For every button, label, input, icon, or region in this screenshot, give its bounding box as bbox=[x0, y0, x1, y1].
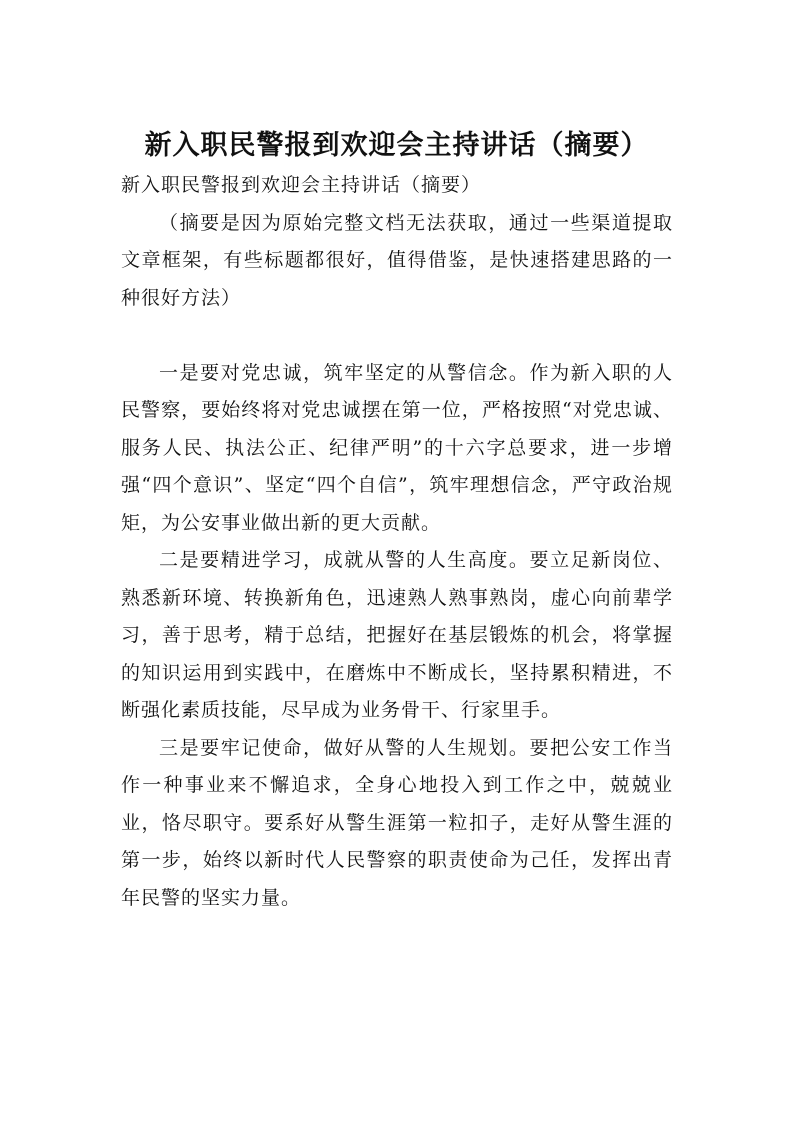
document-title: 新入职民警报到欢迎会主持讲话（摘要） bbox=[144, 130, 649, 161]
paragraph-1: 一是要对党忠诚，筑牢坚定的从警信念。作为新入职的人民警察，要始终将对党忠诚摆在第一位，严格按照“对党忠诚、服务人民、执法公正、纪律严明”的十六字总要求，进一步增强“四个意识”、坚定“四个自信”，筑牢理想信念，严守政治规矩，为公安事业做出新的更大贡献。 bbox=[121, 361, 673, 534]
blank-line bbox=[121, 317, 673, 355]
abstract-note: （摘要是因为原始完整文档无法获取，通过一些渠道提取文章框架，有些标题都很好，值得借鉴，是快速搭建思路的一种很好方法） bbox=[121, 211, 673, 309]
document-subtitle: 新入职民警报到欢迎会主持讲话（摘要） bbox=[121, 174, 482, 196]
paragraph-2: 二是要精进学习，成就从警的人生高度。要立足新岗位、熟悉新环境、转换新角色，迅速熟人熟事熟岗，虚心向前辈学习，善于思考，精于总结，把握好在基层锻炼的机会，将掌握的知识运用到实践中，在磨炼中不断成长，坚持累积精进，不断强化素质技能，尽早成为业务骨干、行家里手。 bbox=[121, 549, 673, 721]
document-body bbox=[121, 167, 673, 917]
paragraph-3: 三是要牢记使命，做好从警的人生规划。要把公安工作当作一种事业来不懈追求，全身心地投入到工作之中，兢兢业业，恪尽职守。要系好从警生涯第一粒扣子，走好从警生涯的第一步，始终以新时代人民警察的职责使命为己任，发挥出青年民警的坚实力量。 bbox=[121, 736, 673, 909]
